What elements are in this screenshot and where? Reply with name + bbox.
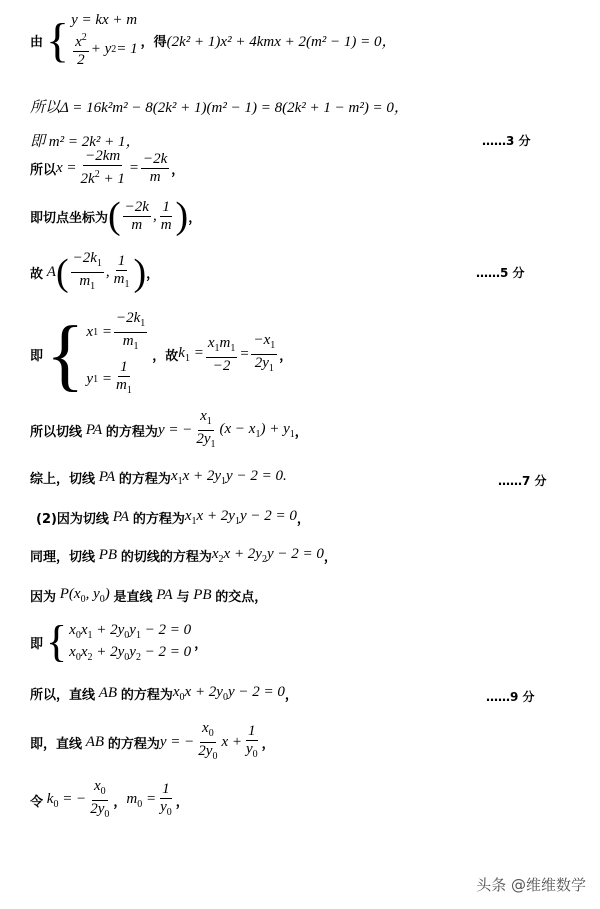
line-9: 综上，切线 PA 的方程为 $x_1x + 2y_1y - 2 = 0$. [30,468,287,487]
text: (2)因为切线 [36,512,109,527]
watermark: 头条 @维维数学 [476,876,586,894]
text: 的方程为 [107,737,160,752]
text: ，得 [140,35,167,50]
line-13: 即 { $x_0x_1 + 2y_0y_1 - 2 = 0$ $x_0x_2 + 2y_0y_2 - 2 = 0$ ， [30,617,208,666]
text: 由 [30,35,44,50]
line-6: 故 A ( $\frac{-2k_1}{m_1}$ , $\frac{1}{m_1}$ ) ， [30,250,160,294]
line-5: 即切点坐标为 ( $\frac{-2k}{m}$ , $\frac{1}{m}$ ) ， [30,195,202,237]
text: 与 [176,590,190,605]
equation-system: { y = kx + m $\frac{x^2}{2}$ + y 2 = 1 [46,12,138,68]
line-8: 所以切线 PA 的方程为 y = − $\frac{x_1}{2y_1}$ $(x - x_1) + y_1$ ， [30,408,308,450]
text: ，故 [152,349,179,364]
math: (2k² + 1)x² + 4kmx + 2(m² − 1) = 0， [166,34,397,50]
equation-system: { x 1 = $\frac{-2k_1}{m_1}$ y 1 = $\frac{1}{m_1}$ [46,310,146,399]
text: 即，直线 [30,737,83,752]
text: 即 [30,636,44,652]
text: 故 [30,267,44,282]
line-14: 所以，直线 AB 的方程为 $x_0x + 2y_0y - 2 = 0$ ， [30,684,298,703]
text: 即切点坐标为 [30,210,109,226]
score-marker: ……7 分 [498,474,547,488]
score-marker: ……9 分 [486,690,535,704]
score-marker: ……5 分 [476,266,525,280]
equation-system: { $x_0x_1 + 2y_0y_1 - 2 = 0$ $x_0x_2 + 2y_0y_2 - 2 = 0$ [46,617,192,666]
text: 的方程为 [120,688,173,703]
text: 令 [30,795,44,810]
text: 所以，直线 [30,688,96,703]
line-1 [30,12,397,69]
math: 所以Δ = 16k²m² − 8(2k² + 1)(m² − 1) = 8(2k² + 1 − m²) = 0， [30,100,409,116]
line-2 [30,96,409,117]
line-12: 因为 $P(x_0$, $y_0$) 是直线 PA 与 PB 的交点， [30,586,268,605]
line-4: 所以 x = $\frac{-2km}{2k^2 + 1}$ = $\frac{-2k}{m}$ ， [30,148,185,187]
text: 所以 [30,162,57,178]
line-15: 即，直线 AB 的方程为 y = − $\frac{x_0}{2y_0}$ x + $\frac{1}{y_0}$ ， [30,720,275,762]
text: 因为 [30,590,57,605]
text: 综上，切线 [30,472,96,487]
text: 的切线的方程为 [120,550,212,565]
line-11: 同理，切线 PB 的切线的方程为 $x_2x + 2y_2y - 2 = 0$ ， [30,546,337,565]
text: 即 [30,349,44,364]
math: 即 m² = 2k² + 1， [30,134,141,150]
text: 的方程为 [132,512,185,527]
text: 是直线 [113,590,153,605]
line-7: 即 { x 1 = $\frac{-2k_1}{m_1}$ y 1 = $\frac{1}{m_1}$ ，故 $k_1$ = $\frac{x_1m_1}{-2}$ = $\frac{-x_1}{2y_1}$ ， [30,310,293,399]
text: 的方程为 [118,472,171,487]
score-marker: ……3 分 [482,134,531,148]
text: 的交点， [215,590,268,605]
text: 所以切线 [30,425,83,440]
text: 同理，切线 [30,550,96,565]
line-10: (2)因为切线 PA 的方程为 $x_1x + 2y_1y - 2 = 0$ ， [36,508,310,527]
text: 的方程为 [105,425,158,440]
line-16: 令 $k_0$ = − $\frac{x_0}{2y_0}$ ， $m_0$ = $\frac{1}{y_0}$ ， [30,778,189,820]
